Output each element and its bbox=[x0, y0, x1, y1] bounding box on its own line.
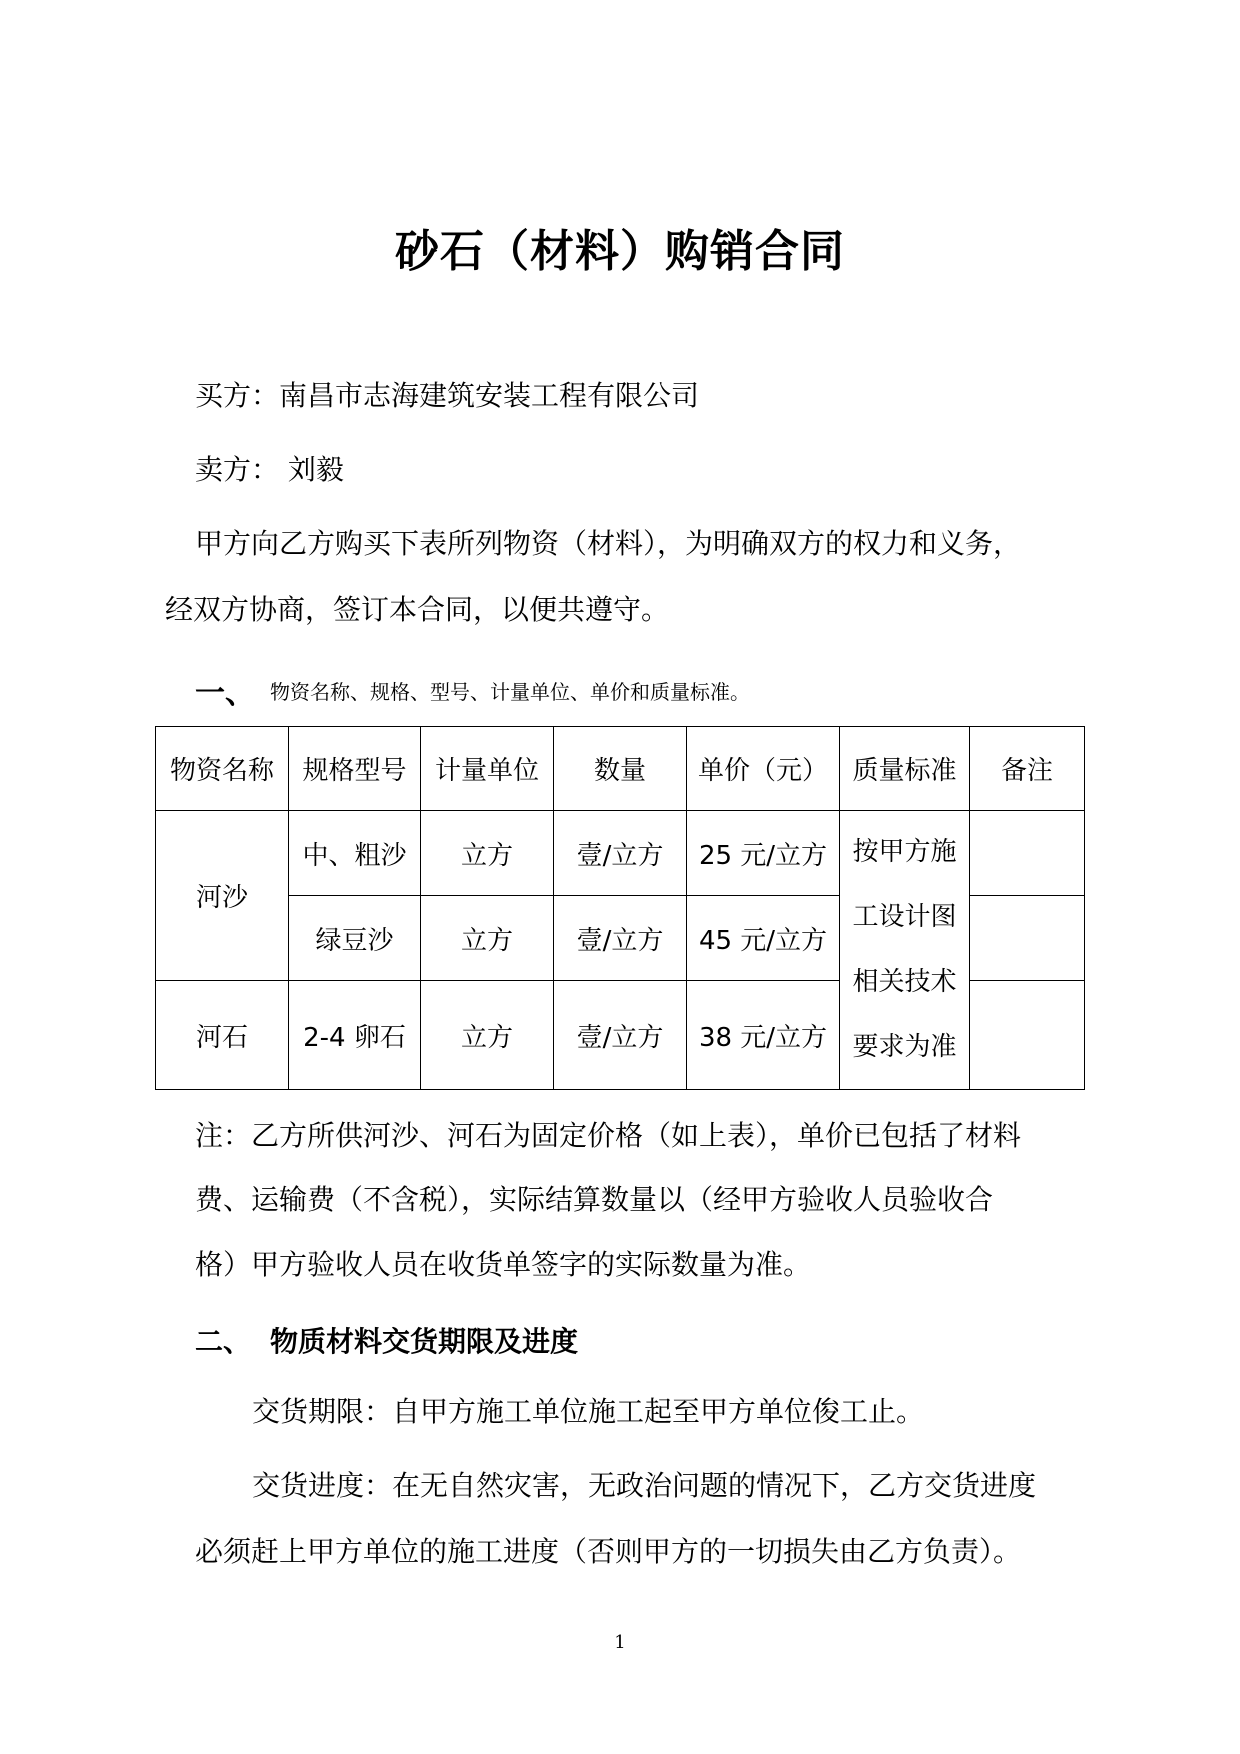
note-line-1: 注：乙方所供河沙、河石为固定价格（如上表），单价已包括了材料 bbox=[195, 1119, 1022, 1152]
material-name-cell: 河石 bbox=[156, 981, 289, 1090]
section-2-text: 物质材料交货期限及进度 bbox=[270, 1325, 579, 1358]
spec-cell: 2-4 卵石 bbox=[289, 981, 421, 1090]
table-header-cell: 物资名称 bbox=[156, 727, 289, 811]
quantity-cell: 壹/立方 bbox=[554, 981, 687, 1090]
remark-cell bbox=[970, 811, 1085, 896]
delivery-period: 交货期限：自甲方施工单位施工起至甲方单位俊工止。 bbox=[252, 1395, 925, 1428]
unit-cell: 立方 bbox=[421, 981, 554, 1090]
page-number: 1 bbox=[614, 1632, 626, 1653]
delivery-progress-line-2: 必须赶上甲方单位的施工进度（否则甲方的一切损失由乙方负责）。 bbox=[195, 1535, 1022, 1568]
section-1-heading bbox=[195, 672, 750, 711]
intro-line-1: 甲方向乙方购买下表所列物资（材料），为明确双方的权力和义务， bbox=[195, 527, 1022, 560]
quantity-cell: 壹/立方 bbox=[554, 896, 687, 981]
quantity-cell: 壹/立方 bbox=[554, 811, 687, 896]
unit-cell: 立方 bbox=[421, 896, 554, 981]
table-header-cell: 单价（元） bbox=[687, 727, 840, 811]
remark-cell bbox=[970, 896, 1085, 981]
price-cell: 45 元/立方 bbox=[687, 896, 840, 981]
note-line-3: 格）甲方验收人员在收货单签字的实际数量为准。 bbox=[195, 1248, 812, 1281]
remark-cell bbox=[970, 981, 1085, 1090]
materials-table bbox=[155, 726, 1085, 1090]
table-header-row bbox=[156, 727, 1085, 811]
price-cell: 38 元/立方 bbox=[687, 981, 840, 1090]
section-2-number: 二、 bbox=[195, 1325, 252, 1358]
section-1-text: 物资名称、规格、型号、计量单位、单价和质量标准。 bbox=[270, 679, 750, 704]
section-1-number: 一、 bbox=[195, 676, 255, 711]
table-header-cell: 计量单位 bbox=[421, 727, 554, 811]
quality-standard-cell: 按甲方施工设计图相关技术要求为准 bbox=[840, 811, 970, 1090]
table-header-cell: 备注 bbox=[970, 727, 1085, 811]
spec-cell: 绿豆沙 bbox=[289, 896, 421, 981]
delivery-progress-line-1: 交货进度：在无自然灾害，无政治问题的情况下，乙方交货进度 bbox=[252, 1469, 1037, 1502]
table-header-cell: 数量 bbox=[554, 727, 687, 811]
intro-line-2: 经双方协商，签订本合同，以便共遵守。 bbox=[165, 593, 670, 626]
table-row bbox=[156, 811, 1085, 896]
section-2-heading bbox=[195, 1320, 578, 1360]
buyer-line: 买方：南昌市志海建筑安装工程有限公司 bbox=[195, 379, 700, 412]
material-name-cell: 河沙 bbox=[156, 811, 289, 981]
spec-cell: 中、粗沙 bbox=[289, 811, 421, 896]
seller-line: 卖方： 刘毅 bbox=[195, 453, 344, 486]
price-cell: 25 元/立方 bbox=[687, 811, 840, 896]
table-header-cell: 规格型号 bbox=[289, 727, 421, 811]
table-header-cell: 质量标准 bbox=[840, 727, 970, 811]
document-title: 砂石（材料）购销合同 bbox=[395, 226, 845, 277]
unit-cell: 立方 bbox=[421, 811, 554, 896]
note-line-2: 费、运输费（不含税），实际结算数量以（经甲方验收人员验收合 bbox=[195, 1183, 994, 1216]
